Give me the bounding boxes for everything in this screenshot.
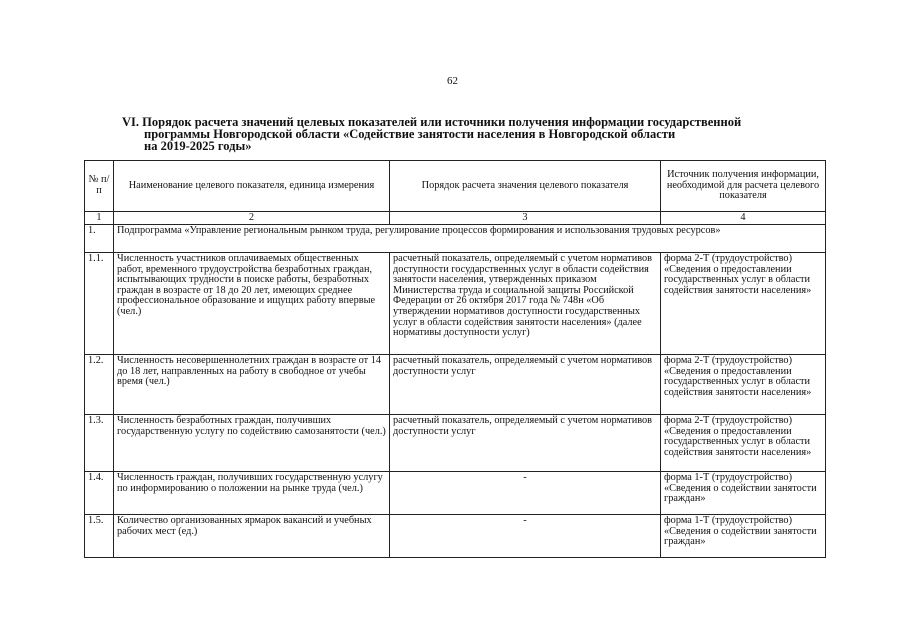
table-header-row	[85, 161, 826, 212]
table-row	[85, 355, 826, 415]
row-num: 1.2.	[85, 355, 114, 415]
subprogram-row	[85, 225, 826, 253]
column-index: 4	[661, 212, 826, 225]
column-index: 3	[390, 212, 661, 225]
table-row	[85, 515, 826, 558]
header-num: № п/п	[85, 161, 114, 212]
table-row	[85, 472, 826, 515]
row-num: 1.4.	[85, 472, 114, 515]
column-index: 2	[114, 212, 390, 225]
indicators-table	[84, 160, 826, 558]
row-source: форма 2-Т (трудоустройство) «Сведения о предоставлении государственных услуг в области содействия занятости населения»	[661, 415, 826, 472]
row-source: форма 2-Т (трудоустройство) «Сведения о предоставлении государственных услуг в области содействия занятости населения»	[661, 253, 826, 355]
row-num: 1.3.	[85, 415, 114, 472]
row-procedure: расчетный показатель, определяемый с учетом нормативов доступности услуг	[390, 355, 661, 415]
row-indicator-name: Численность участников оплачиваемых общественных работ, временного трудоустройства безработных граждан, испытывающих трудности в поиске работы, безработных граждан в возрасте от 18 до 20 лет, имеющих среднее профессиональное образование и ищущих работу впервые (чел.)	[114, 253, 390, 355]
section-title-line-3: на 2019-2025 годы»	[144, 139, 252, 153]
row-source: форма 2-Т (трудоустройство) «Сведения о предоставлении государственных услуг в области содействия занятости населения»	[661, 355, 826, 415]
row-num: 1.1.	[85, 253, 114, 355]
table-row	[85, 415, 826, 472]
row-indicator-name: Количество организованных ярмарок вакансий и учебных рабочих мест (ед.)	[114, 515, 390, 558]
row-procedure: -	[390, 515, 661, 558]
section-title-line-1: VI. Порядок расчета значений целевых показателей или источники получения информации государственной	[122, 115, 742, 129]
section-title	[122, 116, 822, 152]
header-source: Источник получения информации, необходимой для расчета целевого показателя	[661, 161, 826, 212]
row-source: форма 1-Т (трудоустройство) «Сведения о содействии занятости граждан»	[661, 472, 826, 515]
row-source: форма 1-Т (трудоустройство) «Сведения о содействии занятости граждан»	[661, 515, 826, 558]
subprogram-num: 1.	[85, 225, 114, 253]
row-procedure: -	[390, 472, 661, 515]
table-row	[85, 253, 826, 355]
column-index: 1	[85, 212, 114, 225]
section-title-line-2: программы Новгородской области «Содействие занятости населения в Новгородской области	[144, 127, 676, 141]
row-indicator-name: Численность несовершеннолетних граждан в возрасте от 14 до 18 лет, направленных на работу в свободное от учебы время (чел.)	[114, 355, 390, 415]
column-index-row	[85, 212, 826, 225]
header-procedure: Порядок расчета значения целевого показателя	[390, 161, 661, 212]
row-indicator-name: Численность безработных граждан, получивших государственную услугу по содействию самозанятости (чел.)	[114, 415, 390, 472]
subprogram-title: Подпрограмма «Управление региональным рынком труда, регулирование процессов формирования и использования трудовых ресурсов»	[114, 225, 826, 253]
page-number: 62	[447, 75, 458, 87]
header-name: Наименование целевого показателя, единица измерения	[114, 161, 390, 212]
row-num: 1.5.	[85, 515, 114, 558]
row-procedure: расчетный показатель, определяемый с учетом нормативов доступности государственных услуг в области содействия занятости населения, утвержденных приказом Министерства труда и социальной защиты Российской Федерации от 26 октября 2017 года № 748н «Об утверждении нормативов доступности государственных услуг в области содействия занятости населения» (далее нормативы доступности услуг)	[390, 253, 661, 355]
row-indicator-name: Численность граждан, получивших государственную услугу по информированию о положении на рынке труда (чел.)	[114, 472, 390, 515]
row-procedure: расчетный показатель, определяемый с учетом нормативов доступности услуг	[390, 415, 661, 472]
